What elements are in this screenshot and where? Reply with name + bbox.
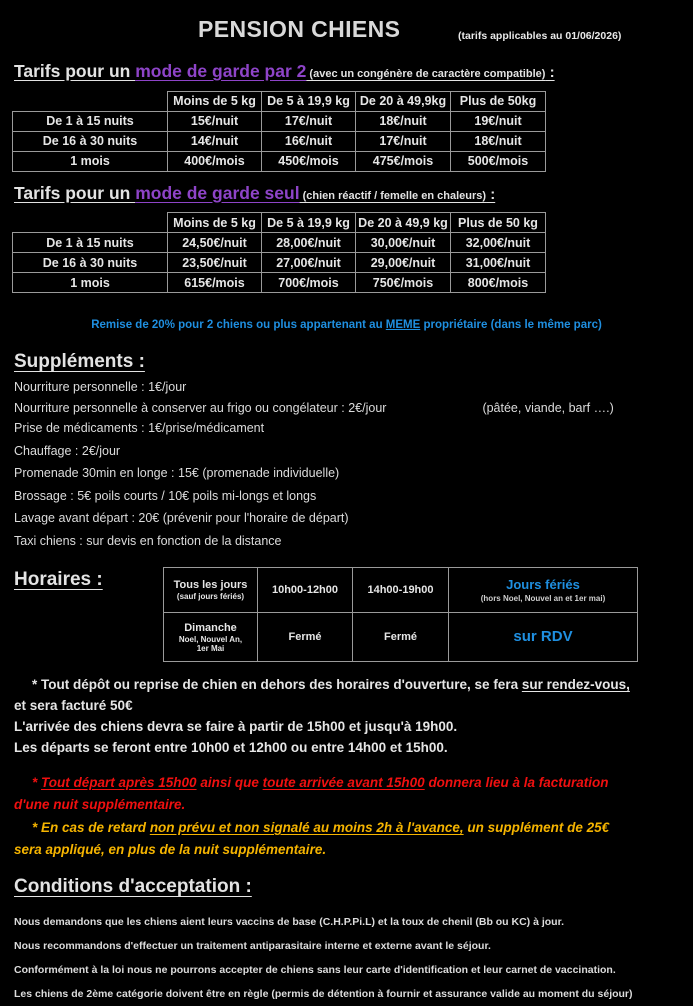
list-item — [14, 463, 693, 484]
schedule-afternoon: 14h00-19h00 — [353, 568, 449, 613]
note-line: L'arrivée des chiens devra se faire à partir de 15h00 et jusqu'à 19h00. — [14, 719, 458, 734]
tariff-table-pair — [12, 91, 546, 172]
table-corner-cell — [13, 91, 168, 111]
schedule-day-cell — [164, 568, 258, 613]
note-appointment-emphasis: sur rendez-vous, — [521, 677, 630, 692]
table-cell: 400€/mois — [168, 151, 262, 171]
warn-red-prefix: * — [32, 775, 42, 790]
section-heading-solo-care — [0, 184, 693, 204]
discount-text-before: Remise de 20% pour 2 chiens ou plus appartenant au — [91, 319, 386, 331]
horaires-table-wrapper — [0, 567, 693, 662]
horaires-table — [163, 567, 638, 662]
table-cell: 475€/mois — [356, 151, 451, 171]
discount-text-after: propriétaire (dans le même parc) — [420, 319, 602, 331]
warn-red-emphasis-2: toute arrivée avant 15h00 — [262, 775, 425, 790]
heading-note-solo: (chien réactif / femelle en chaleurs) — [299, 189, 487, 202]
horaires-heading: Horaires : — [14, 569, 103, 590]
table-cell: 450€/mois — [262, 151, 356, 171]
schedule-day-main: Dimanche — [184, 621, 237, 634]
table-row — [13, 273, 546, 293]
schedule-holiday-main: Jours fériés — [506, 577, 580, 592]
table-cell: 800€/mois — [451, 273, 546, 293]
column-header: Plus de 50 kg — [451, 213, 546, 233]
table-cell: 14€/nuit — [168, 131, 262, 151]
warning-gold-line-1 — [14, 817, 683, 839]
column-header: Moins de 5 kg — [168, 91, 262, 111]
note-line: et sera facturé 50€ — [14, 698, 133, 713]
document-header — [0, 0, 693, 56]
opening-notes — [0, 674, 693, 758]
table-cell: 31,00€/nuit — [451, 253, 546, 273]
heading-highlight-pair: mode de garde par 2 — [135, 61, 307, 81]
supplement-aside: (pâtée, viande, barf ….) — [482, 400, 614, 415]
heading-highlight-solo: mode de garde seul — [135, 182, 300, 203]
table-row — [164, 568, 638, 613]
schedule-holiday-cell — [449, 568, 638, 613]
supplements-heading: Suppléments : — [14, 351, 145, 372]
table-row — [13, 253, 546, 273]
row-label: 1 mois — [13, 273, 168, 293]
table-cell: 29,00€/nuit — [356, 253, 451, 273]
heading-lead-pair: Tarifs pour un — [14, 61, 136, 81]
warn-red-mid: ainsi que — [196, 775, 263, 790]
schedule-holiday-sub: (hors Noel, Nouvel an et 1er mai) — [480, 594, 606, 603]
table-cell: 500€/mois — [451, 151, 546, 171]
list-item — [14, 486, 693, 507]
schedule-holiday-cell — [449, 613, 638, 662]
table-cell: 18€/nuit — [451, 131, 546, 151]
section-heading-pair-care — [0, 62, 693, 82]
column-header: De 20 à 49,9 kg — [356, 213, 451, 233]
table-cell: 23,50€/nuit — [168, 253, 262, 273]
schedule-afternoon: Fermé — [353, 613, 449, 662]
row-label: De 16 à 30 nuits — [13, 131, 168, 151]
row-label: De 16 à 30 nuits — [13, 253, 168, 273]
supplement-text: Nourriture personnelle : 1€/jour — [14, 380, 187, 394]
note-text: * Tout dépôt ou reprise de chien en dehors des horaires d'ouverture, se fera — [32, 677, 522, 692]
list-item — [14, 441, 693, 462]
warn-gold-emphasis: non prévu et non signalé au moins 2h à l'avance, — [149, 820, 464, 835]
table-cell: 19€/nuit — [451, 111, 546, 131]
list-item: Conformément à la loi nous ne pourrons accepter de chiens sans leur carte d'identification et leur carnet de vaccination. — [14, 964, 616, 976]
table-cell: 32,00€/nuit — [451, 233, 546, 253]
warning-red-line-2: d'une nuit supplémentaire. — [14, 796, 186, 812]
supplement-text: Promenade 30min en longe : 15€ (promenade individuelle) — [14, 466, 340, 480]
warn-red-emphasis-1: Tout départ après 15h00 — [41, 775, 197, 790]
conditions-heading: Conditions d'acceptation : — [14, 876, 252, 897]
supplement-text: Taxi chiens : sur devis en fonction de la distance — [14, 533, 282, 548]
supplement-text: Brossage : 5€ poils courts / 10€ poils mi-longs et longs — [14, 488, 317, 503]
row-label: De 1 à 15 nuits — [13, 111, 168, 131]
supplement-text: Prise de médicaments : 1€/prise/médicament — [14, 421, 265, 435]
schedule-day-cell — [164, 613, 258, 662]
column-header: De 20 à 49,9kg — [356, 91, 451, 111]
table-cell: 17€/nuit — [262, 111, 356, 131]
tariff-validity-note: (tarifs applicables au 01/06/2026) — [458, 30, 622, 42]
warning-gold-line-2: sera appliqué, en plus de la nuit supplémentaire. — [14, 841, 327, 857]
schedule-day-main: Tous les jours — [173, 579, 248, 591]
supplement-text: Nourriture personnelle à conserver au frigo ou congélateur : 2€/jour — [14, 400, 387, 415]
column-header: De 5 à 19,9 kg — [262, 91, 356, 111]
note-line: Les départs se feront entre 10h00 et 12h00 ou entre 14h00 et 15h00. — [14, 740, 448, 755]
discount-emphasis: MEME — [385, 319, 421, 331]
tariff-table-pair-wrapper — [0, 91, 693, 172]
table-cell: 615€/mois — [168, 273, 262, 293]
table-row — [13, 111, 546, 131]
warn-gold-prefix: * En cas de retard — [32, 820, 150, 835]
conditions-list — [0, 910, 693, 1006]
heading-colon-solo: : — [486, 185, 496, 203]
horaires-section — [0, 569, 693, 662]
table-row — [13, 151, 546, 171]
list-item: Nous demandons que les chiens aient leurs vaccins de base (C.H.P.Pi.L) et la toux de chenil (Bb ou KC) à jour. — [14, 916, 565, 928]
supplement-text: Chauffage : 2€/jour — [14, 443, 121, 458]
schedule-day-sub: Noel, Nouvel An, 1er Mai — [178, 634, 243, 653]
column-header: Moins de 5 kg — [168, 213, 262, 233]
row-label: 1 mois — [13, 151, 168, 171]
table-cell: 17€/nuit — [356, 131, 451, 151]
note-line — [14, 674, 683, 695]
list-item — [14, 377, 693, 398]
table-cell: 30,00€/nuit — [356, 233, 451, 253]
heading-lead-solo: Tarifs pour un — [14, 182, 136, 203]
table-cell: 15€/nuit — [168, 111, 262, 131]
schedule-day-sub: (sauf jours fériés) — [176, 592, 245, 601]
discount-note — [0, 319, 693, 331]
supplement-text: Lavage avant départ : 20€ (prévenir pour l'horaire de départ) — [14, 511, 349, 525]
tariff-table-solo — [12, 212, 546, 293]
table-cell: 18€/nuit — [356, 111, 451, 131]
table-row — [13, 233, 546, 253]
schedule-morning: Fermé — [258, 613, 353, 662]
list-item — [14, 531, 693, 552]
column-header: De 5 à 19,9 kg — [262, 213, 356, 233]
table-cell: 750€/mois — [356, 273, 451, 293]
conditions-section — [0, 876, 693, 1006]
list-item — [14, 508, 693, 529]
table-header-row — [13, 213, 546, 233]
warn-red-tail: donnera lieu à la facturation — [424, 775, 609, 790]
heading-note-pair: (avec un congénère de caractère compatible) — [306, 68, 546, 80]
table-corner-cell — [13, 213, 168, 233]
schedule-morning: 10h00-12h00 — [258, 568, 353, 613]
tariff-table-solo-wrapper — [0, 212, 693, 293]
warning-block — [0, 772, 693, 860]
warning-red-line-1 — [14, 772, 683, 794]
page-title: PENSION CHIENS — [198, 16, 401, 42]
table-header-row — [13, 91, 546, 111]
column-header: Plus de 50kg — [451, 91, 546, 111]
supplements-list — [0, 377, 693, 551]
list-item: Nous recommandons d'effectuer un traitement antiparasitaire interne et externe avant le séjour. — [14, 940, 491, 952]
heading-colon-pair: : — [545, 64, 555, 81]
table-cell: 28,00€/nuit — [262, 233, 356, 253]
table-cell: 700€/mois — [262, 273, 356, 293]
table-cell: 24,50€/nuit — [168, 233, 262, 253]
warn-gold-tail: un supplément de 25€ — [463, 820, 610, 835]
list-item — [14, 398, 693, 419]
row-label: De 1 à 15 nuits — [13, 233, 168, 253]
table-row — [13, 131, 546, 151]
table-row — [164, 613, 638, 662]
list-item: Les chiens de 2ème catégorie doivent être en règle (permis de détention à fournir et assurance valide au moment du séjour) — [14, 988, 633, 1000]
table-cell: 27,00€/nuit — [262, 253, 356, 273]
supplements-section — [0, 351, 693, 551]
table-cell: 16€/nuit — [262, 131, 356, 151]
list-item — [14, 418, 693, 439]
schedule-holiday-main: sur RDV — [513, 628, 573, 645]
